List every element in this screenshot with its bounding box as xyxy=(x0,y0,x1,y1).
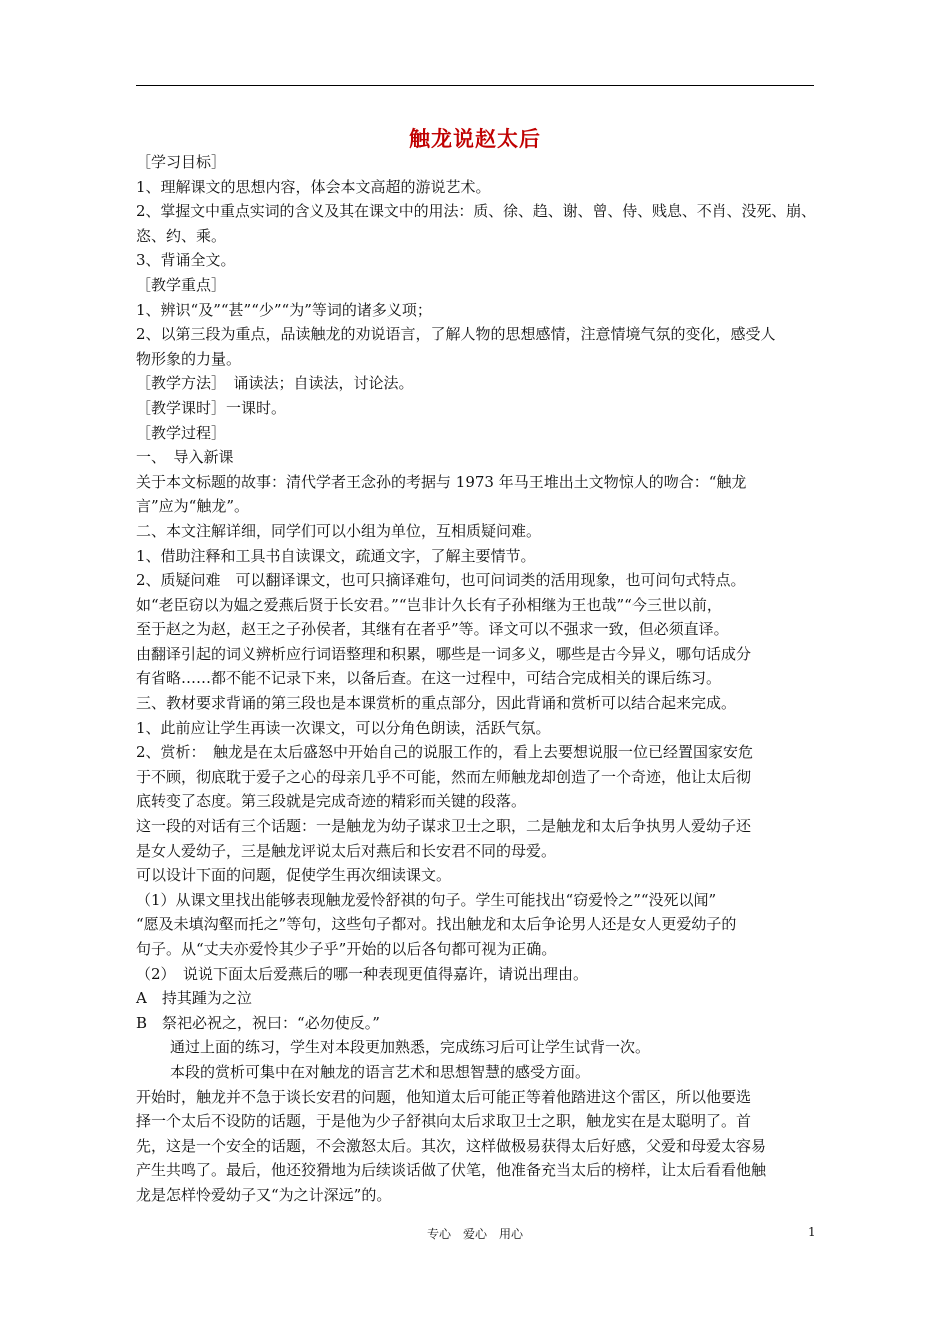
body-line: 产生共鸣了。最后，他还狡猾地为后续谈话做了伏笔，他准备充当太后的榜样，让太后看看他触 xyxy=(136,1161,767,1180)
body-line: 言”应为“触龙”。 xyxy=(136,497,250,516)
body-line: （1）从课文里找出能够表现触龙爱怜舒祺的句子。学生可能找出“窃爱怜之”“没死以闻” xyxy=(136,890,717,909)
body-line: 底转变了态度。第三段就是完成奇迹的精彩而关键的段落。 xyxy=(136,792,527,811)
body-line: 1、辨识“及”“甚”“少”“为”等词的诸多义项； xyxy=(136,300,432,319)
body-line: 2、以第三段为重点，品读触龙的劝说语言，了解人物的思想感情，注意情境气氛的变化，感受人 xyxy=(136,325,776,344)
body-line: 一、 导入新课 xyxy=(136,448,234,467)
body-line: B 祭祀必祝之，祝曰：“必勿使反。” xyxy=(136,1013,380,1032)
body-line: “愿及未填沟壑而托之”等句，这些句子都对。找出触龙和太后争论男人还是女人更爱幼子的 xyxy=(136,915,737,934)
section-heading: ［学习目标］ xyxy=(136,153,227,171)
body-line: 1、理解课文的思想内容，体会本文高超的游说艺术。 xyxy=(136,177,491,196)
body-line: 至于赵之为赵，赵王之子孙侯者，其继有在者乎”等。译文可以不强求一致，但必须直译。 xyxy=(136,620,729,639)
body-line: 二、本文注解详细，同学们可以小组为单位，互相质疑问难。 xyxy=(136,521,542,540)
section-heading: ［教学课时］一课时。 xyxy=(136,398,287,417)
body-line: 通过上面的练习，学生对本段更加熟悉，完成练习后可让学生试背一次。 xyxy=(170,1038,651,1057)
body-line: 1、借助注释和工具书自读课文，疏通文字，了解主要情节。 xyxy=(136,546,536,565)
section-heading: ［教学方法］ 诵读法；自读法，讨论法。 xyxy=(136,374,414,393)
body-line: 本段的赏析可集中在对触龙的语言艺术和思想智慧的感受方面。 xyxy=(170,1062,591,1081)
body-line: 1、此前应让学生再读一次课文，可以分角色朗读，活跃气氛。 xyxy=(136,718,551,737)
body-line: （2） 说说下面太后爱燕后的哪一种表现更值得嘉许，请说出理由。 xyxy=(136,964,589,983)
body-line: A 持其踵为之泣 xyxy=(136,989,252,1008)
body-line: 2、掌握文中重点实词的含义及其在课文中的用法：质、徐、趋、谢、曾、侍、贱息、不肖、没死、崩、 xyxy=(136,202,816,221)
document-title: 触龙说赵太后 xyxy=(409,126,541,151)
body-line: 择一个太后不设防的话题，于是他为少子舒祺向太后求取卫士之职，触龙实在是太聪明了。首 xyxy=(136,1112,752,1131)
body-line: 由翻译引起的词义辨析应行词语整理和积累，哪些是一词多义，哪些是古今异义，哪句话成分 xyxy=(136,644,752,663)
footer-motto: 专心 爱心 用心 xyxy=(426,1227,523,1241)
body-line: 三、教材要求背诵的第三段也是本课赏析的重点部分，因此背诵和赏析可以结合起来完成。 xyxy=(136,694,737,713)
header-rule xyxy=(136,85,814,86)
body-line: 龙是怎样怜爱幼子又“为之计深远”的。 xyxy=(136,1185,392,1204)
body-line: 恣、约、乘。 xyxy=(136,226,227,245)
document-body xyxy=(136,150,816,1208)
body-line: 句子。从“丈夫亦爱怜其少子乎”开始的以后各句都可视为正确。 xyxy=(136,940,557,958)
body-line: 先，这是一个安全的话题，不会激怒太后。其次，这样做极易获得太后好感，父爱和母爱太容易 xyxy=(136,1136,767,1155)
body-line: 如“老臣窃以为媪之爱燕后贤于长安君。”“岂非计久长有子孙相继为王也哉”“今三世以前， xyxy=(136,595,722,614)
body-line: 物形象的力量。 xyxy=(136,349,242,368)
body-line: 可以设计下面的问题，促使学生再次细读课文。 xyxy=(136,866,452,885)
body-line: 这一段的对话有三个话题：一是触龙为幼子谋求卫士之职，二是触龙和太后争执男人爱幼子还 xyxy=(136,817,752,836)
body-line: 2、质疑问难 可以翻译课文，也可只摘译难句，也可问词类的活用现象，也可问句式特点。 xyxy=(136,571,746,590)
body-line: 3、背诵全文。 xyxy=(136,251,236,270)
body-line: 于不顾，彻底耽于爱子之心的母亲几乎不可能，然而左师触龙却创造了一个奇迹，他让太后彻 xyxy=(136,767,752,786)
body-line: 开始时，触龙并不急于谈长安君的问题，他知道太后可能正等着他踏进这个雷区，所以他要选 xyxy=(136,1087,752,1106)
section-heading: ［教学重点］ xyxy=(136,275,227,294)
body-line: 有省略……都不能不记录下来，以备后查。在这一过程中，可结合完成相关的课后练习。 xyxy=(136,669,722,688)
body-line: 2、赏析： 触龙是在太后盛怒中开始自己的说服工作的，看上去要想说服一位已经置国家安危 xyxy=(136,743,754,762)
body-line: 是女人爱幼子，三是触龙评说太后对燕后和长安君不同的母爱。 xyxy=(136,841,557,860)
section-heading: ［教学过程］ xyxy=(136,423,227,442)
body-line: 关于本文标题的故事：清代学者王念孙的考据与 1973 年马王堆出土文物惊人的吻合：“触龙 xyxy=(136,472,747,491)
page-number: 1 xyxy=(808,1225,816,1239)
